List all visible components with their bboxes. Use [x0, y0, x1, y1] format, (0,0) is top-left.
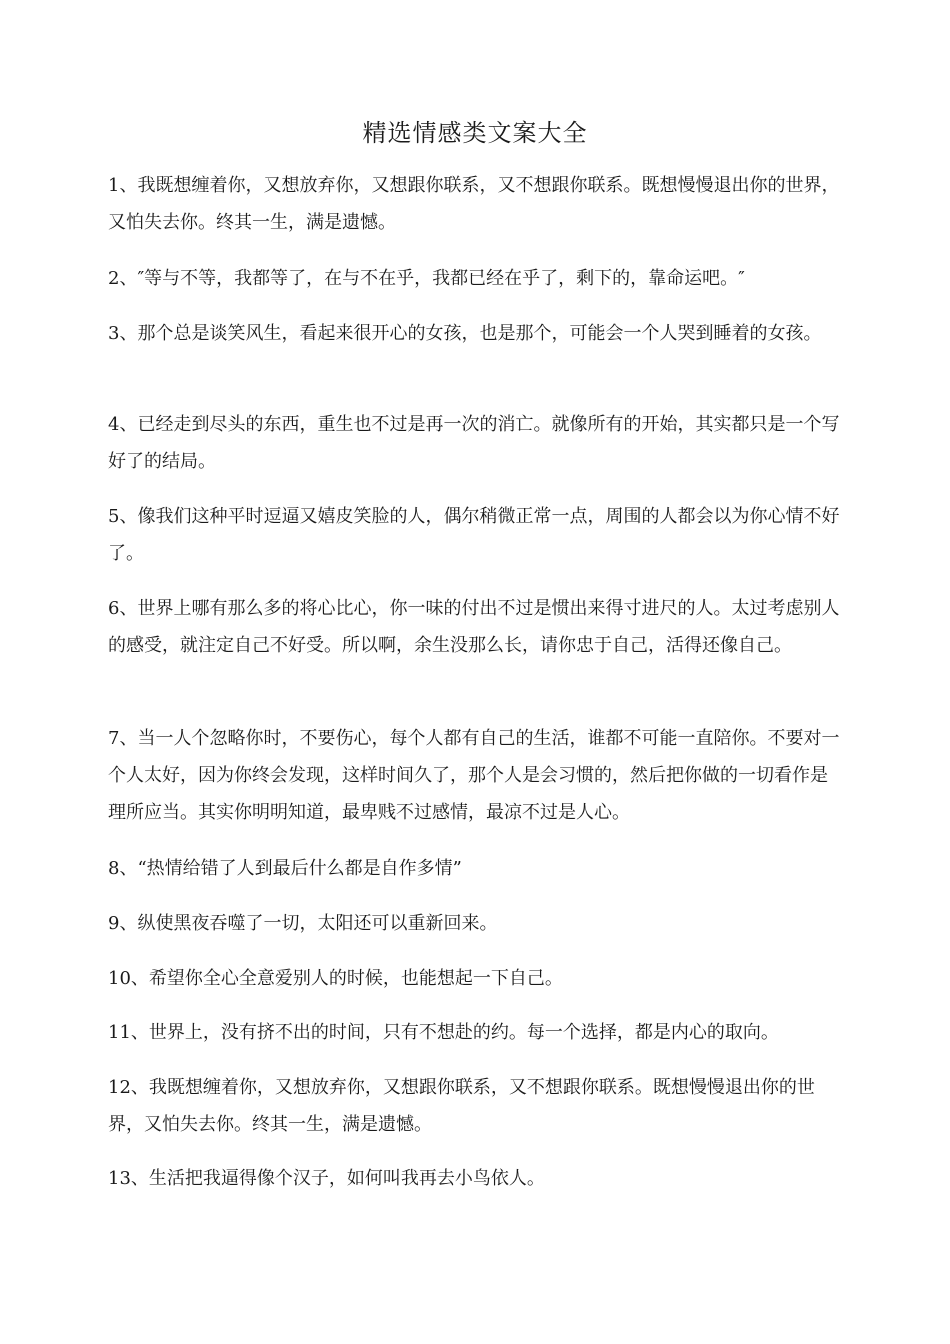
paragraph-3: 3、那个总是谈笑风生，看起来很开心的女孩，也是那个，可能会一个人哭到睡着的女孩。	[108, 323, 822, 344]
paragraph-8: 8、“热情给错了人到最后什么都是自作多情”	[108, 858, 462, 879]
document-title: 精选情感类文案大全	[362, 119, 588, 147]
paragraph-11: 11、世界上，没有挤不出的时间，只有不想赴的约。每一个选择，都是内心的取向。	[108, 1022, 779, 1043]
paragraph-6: 6、世界上哪有那么多的将心比心，你一味的付出不过是惯出来得寸进尺的人。太过考虑别人的感受，就注定自己不好受。所以啊，余生没那么长，请你忠于自己，活得还像自己。	[108, 598, 840, 656]
paragraph-9: 9、纵使黑夜吞噬了一切，太阳还可以重新回来。	[108, 913, 498, 934]
paragraph-7: 7、当一人个忽略你时，不要伤心，每个人都有自己的生活，谁都不可能一直陪你。不要对一个人太好，因为你终会发现，这样时间久了，那个人是会习惯的，然后把你做的一切看作是理所应当。其实你明明知道，最卑贱不过感情，最凉不过是人心。	[108, 728, 840, 823]
paragraph-2: 2、″等与不等，我都等了，在与不在乎，我都已经在乎了，剩下的，靠命运吧。″	[108, 268, 745, 289]
paragraph-10: 10、希望你全心全意爱别人的时候，也能想起一下自己。	[108, 968, 563, 989]
paragraph-4: 4、已经走到尽头的东西，重生也不过是再一次的消亡。就像所有的开始，其实都只是一个写好了的结局。	[108, 414, 840, 472]
paragraph-12: 12、我既想缠着你，又想放弃你，又想跟你联系，又不想跟你联系。既想慢慢退出你的世界，又怕失去你。终其一生，满是遗憾。	[108, 1077, 815, 1135]
paragraph-5: 5、像我们这种平时逗逼又嬉皮笑脸的人，偶尔稍微正常一点，周围的人都会以为你心情不好了。	[108, 506, 840, 564]
paragraph-13: 13、生活把我逼得像个汉子，如何叫我再去小鸟依人。	[108, 1168, 545, 1189]
paragraph-1: 1、我既想缠着你，又想放弃你，又想跟你联系，又不想跟你联系。既想慢慢退出你的世界，又怕失去你。终其一生，满是遗憾。	[108, 175, 840, 233]
